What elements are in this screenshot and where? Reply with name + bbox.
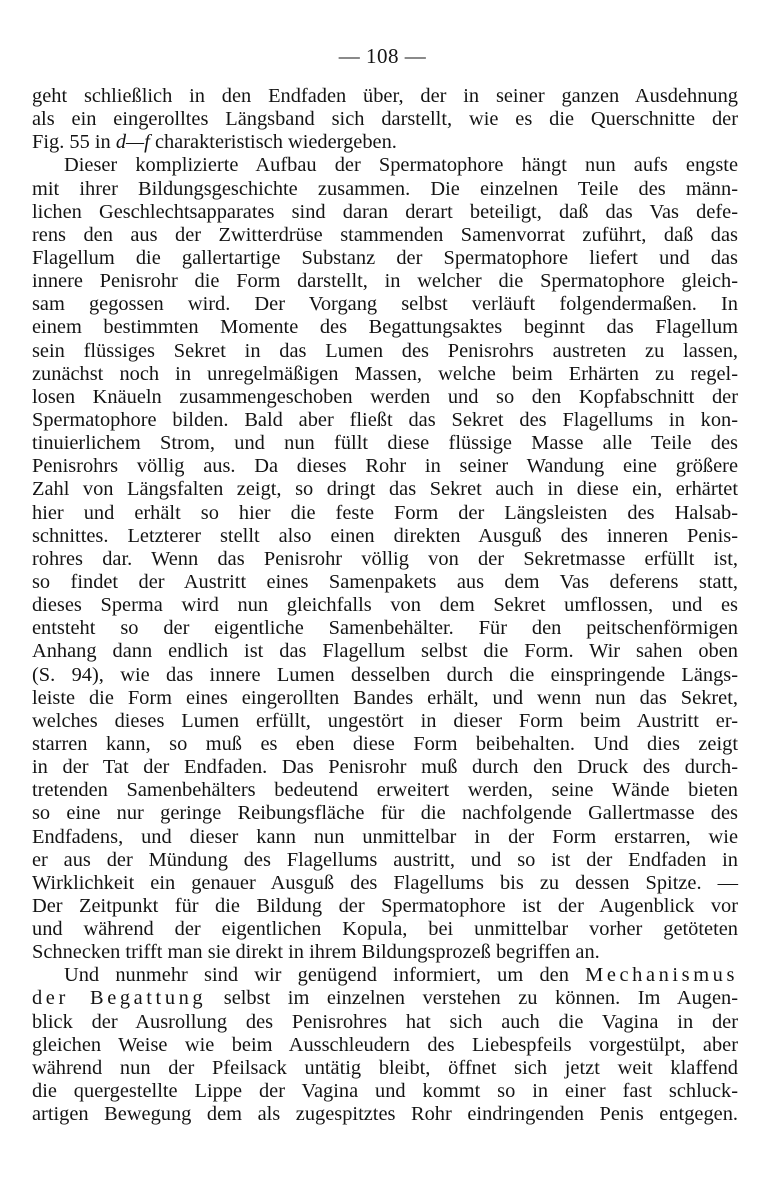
text-line: (S. 94), wie das innere Lumen desselben durch die einspringende Längs- bbox=[32, 663, 738, 686]
text-line: Schnecken trifft man sie direkt in ihrem Bildungsprozeß begriffen an. bbox=[32, 941, 600, 964]
text-line: Spermatophore bilden. Bald aber fließt das Sekret des Flagellums in kon- bbox=[32, 408, 738, 431]
text-line: geht schließlich in den Endfaden über, der in seiner ganzen Ausdehnung bbox=[32, 85, 738, 107]
text-line: die quergestellte Lippe der Vagina und kommt so in einer fast schluck- bbox=[32, 1080, 738, 1103]
text-line: Zahl von Längsfalten zeigt, so dringt das Sekret auch in diese ein, erhärtet bbox=[32, 478, 738, 501]
text-line: Fig. 55 in d—f charakteristisch wiedergeben. bbox=[32, 131, 397, 154]
text-line: als ein eingerolltes Längsband sich darstellt, wie es die Querschnitte der bbox=[32, 108, 738, 131]
text-line: starren kann, so muß es eben diese Form beibehalten. Und dies zeigt bbox=[32, 732, 738, 755]
text-line: Flagellum die gallertartige Substanz der Spermatophore liefert und das bbox=[32, 246, 738, 269]
text-line: welches dieses Lumen erfüllt, ungestört in dieser Form beim Austritt er- bbox=[32, 709, 738, 732]
text-line: blick der Ausrollung des Penisrohres hat sich auch die Vagina in der bbox=[32, 1010, 738, 1033]
text-line: Und nunmehr sind wir genügend informiert, um den Mechanismus bbox=[64, 964, 738, 987]
text-line: leiste die Form eines eingerollten Bandes erhält, und wenn nun das Sekret, bbox=[32, 686, 738, 709]
text-line: Der Zeitpunkt für die Bildung der Spermatophore ist der Augenblick vor bbox=[32, 894, 738, 917]
text-line: tinuierlichem Strom, und nun füllt diese flüssige Masse alle Teile des bbox=[32, 432, 738, 455]
page-number: — 108 — bbox=[338, 44, 427, 68]
text-line: schnittes. Letzterer stellt also einen direkten Ausguß des inneren Penis- bbox=[32, 524, 738, 547]
text-line: lichen Geschlechtsapparates sind daran derart beteiligt, daß das Vas defe- bbox=[32, 200, 738, 223]
text-line: rohres dar. Wenn das Penisrohr völlig von der Sekretmasse erfüllt ist, bbox=[32, 547, 738, 570]
text-line: Penisrohrs völlig aus. Da dieses Rohr in seiner Wandung eine größere bbox=[32, 455, 738, 478]
text-line: sam gegossen wird. Der Vorgang selbst verläuft folgendermaßen. In bbox=[32, 293, 738, 316]
text-line: artigen Bewegung dem als zugespitztes Rohr eindringenden Penis entgegen. bbox=[32, 1103, 738, 1126]
text-line: gleichen Weise wie beim Ausschleudern des Liebespfeils vorgestülpt, aber bbox=[32, 1033, 738, 1056]
emphasis-span: d—f bbox=[115, 131, 150, 154]
text-line: dieses Sperma wird nun gleichfalls von dem Sekret umflossen, und es bbox=[32, 594, 738, 617]
text-line: sein flüssiges Sekret in das Lumen des Penisrohrs austreten zu lassen, bbox=[32, 339, 738, 362]
emphasis-span: Mechanismus bbox=[585, 964, 738, 987]
text-line: losen Knäueln zusammengeschoben werden und so den Kopfabschnitt der bbox=[32, 385, 738, 408]
text-line: zunächst noch in unregelmäßigen Massen, welche beim Erhärten zu regel- bbox=[32, 362, 738, 385]
body-text bbox=[32, 85, 738, 1126]
text-line: Wirklichkeit ein genauer Ausguß des Flagellums bis zu dessen Spitze. — bbox=[32, 871, 738, 894]
text-line: und während der eigentlichen Kopula, bei unmittelbar vorher getöteten bbox=[32, 918, 738, 941]
text-line: rens den aus der Zwitterdrüse stammenden Samenvorrat zuführt, daß das bbox=[32, 223, 738, 246]
text-line: Endfadens, und dieser kann nun unmittelbar in der Form erstarren, wie bbox=[32, 825, 738, 848]
text-line: tretenden Samenbehälters bedeutend erweitert werden, seine Wände bieten bbox=[32, 779, 738, 802]
text-line: er aus der Mündung des Flagellums austritt, und so ist der Endfaden in bbox=[32, 848, 738, 871]
text-line: entsteht so der eigentliche Samenbehälter. Für den peitschenförmigen bbox=[32, 617, 738, 640]
text-line: in der Tat der Endfaden. Das Penisrohr muß durch den Druck des durch- bbox=[32, 756, 738, 779]
emphasis-span: der Begattung bbox=[32, 987, 207, 1010]
text-line: innere Penisrohr die Form darstellt, in welcher die Spermatophore gleich- bbox=[32, 270, 738, 293]
text-line: Dieser komplizierte Aufbau der Spermatophore hängt nun aufs engste bbox=[64, 154, 738, 177]
text-line: Anhang dann endlich ist das Flagellum selbst die Form. Wir sahen oben bbox=[32, 640, 738, 663]
text-line: mit ihrer Bildungsgeschichte zusammen. Die einzelnen Teile des männ- bbox=[32, 177, 738, 200]
text-line: hier und erhält so hier die feste Form der Längsleisten des Halsab- bbox=[32, 501, 738, 524]
text-line: so eine nur geringe Reibungsfläche für die nachfolgende Gallertmasse des bbox=[32, 802, 738, 825]
text-line: der Begattung selbst im einzelnen verstehen zu können. Im Augen- bbox=[32, 987, 739, 1010]
text-line: so findet der Austritt eines Samenpakets aus dem Vas deferens statt, bbox=[32, 570, 738, 593]
text-line: während nun der Pfeilsack untätig bleibt, öffnet sich jetzt weit klaffend bbox=[32, 1056, 738, 1079]
text-line: einem bestimmten Momente des Begattungsaktes beginnt das Flagellum bbox=[32, 316, 738, 339]
